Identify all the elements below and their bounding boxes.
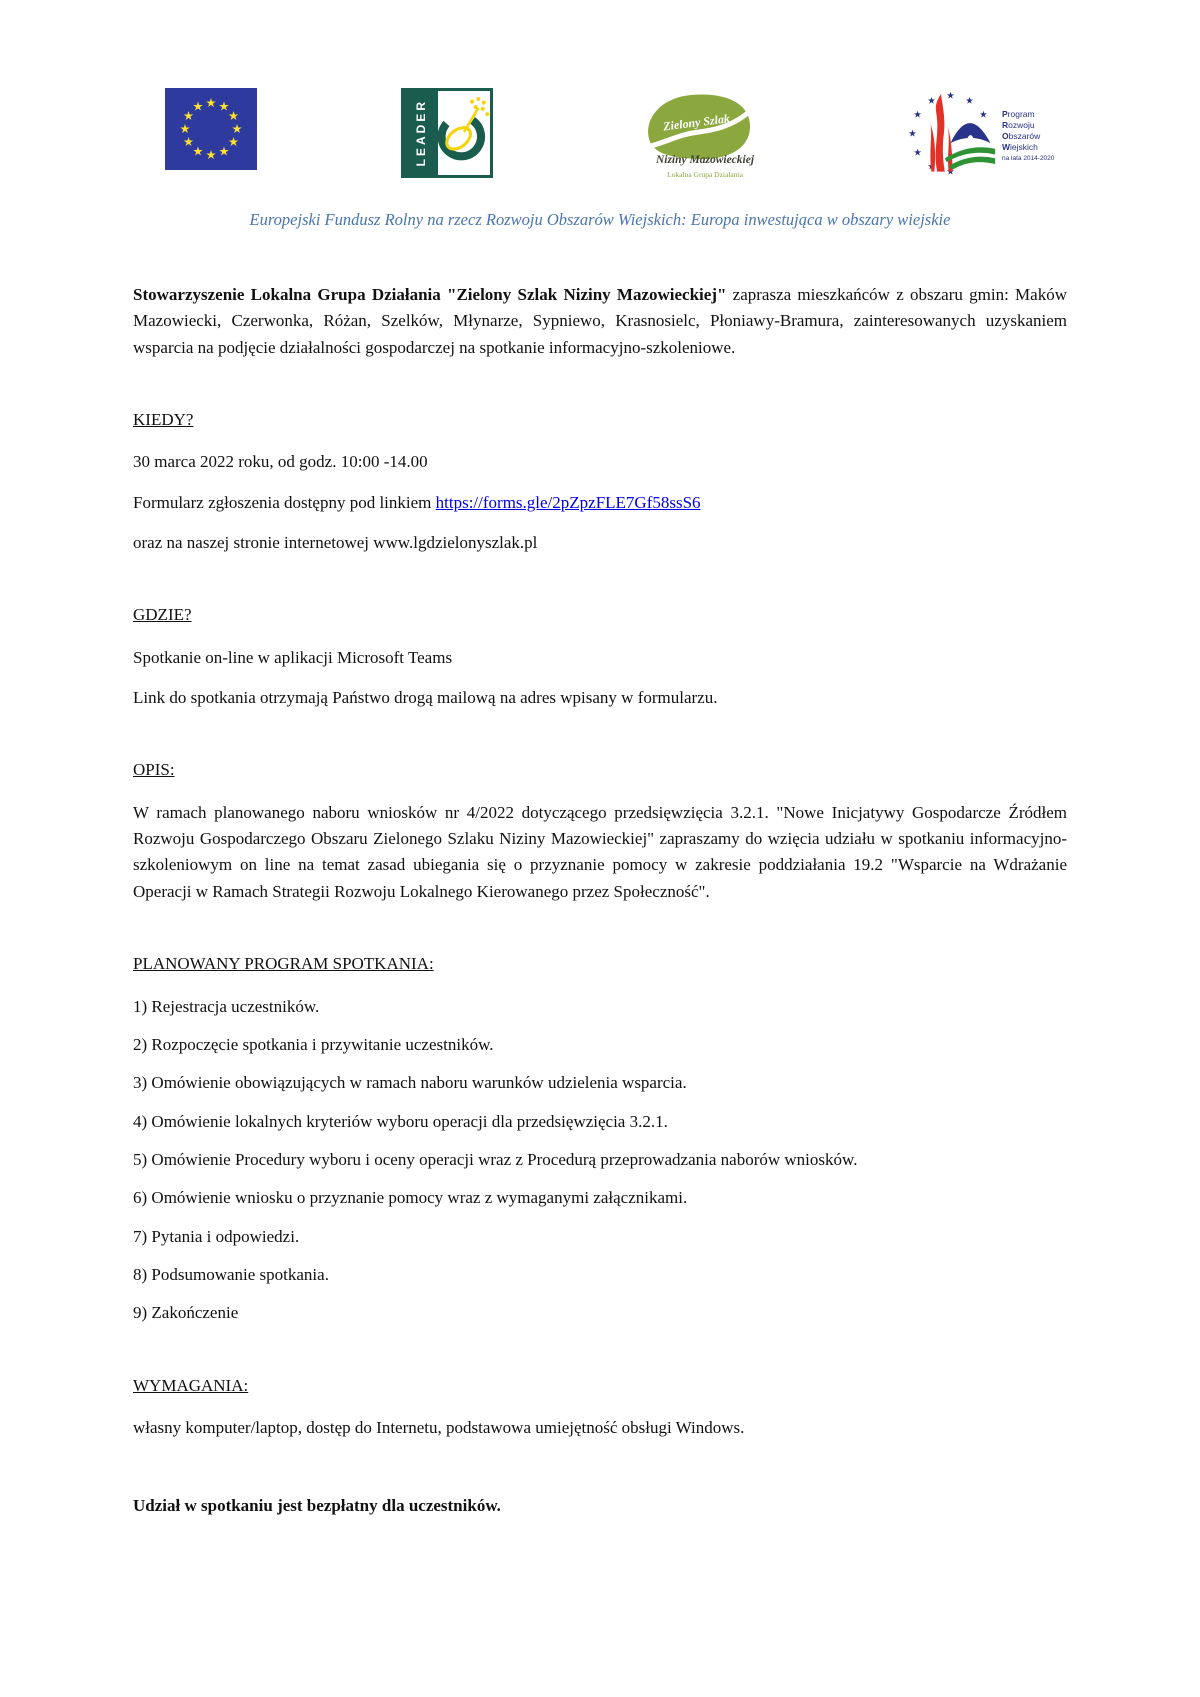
section-opis bbox=[133, 757, 1067, 905]
prow-logo-line: Wiejskich bbox=[1002, 142, 1038, 153]
program-item: 2) Rozpoczęcie spotkania i przywitanie uczestników. bbox=[133, 1034, 494, 1054]
prow-logo-text bbox=[1002, 109, 1055, 162]
leader-logo-band bbox=[404, 91, 438, 175]
program-item: 1) Rejestracja uczestników. bbox=[133, 996, 320, 1016]
prow-logo-line: Obszarów bbox=[1002, 131, 1041, 141]
program-item: 4) Omówienie lokalnych kryteriów wyboru operacji dla przedsięwzięcia 3.2.1. bbox=[133, 1111, 668, 1131]
section-kiedy bbox=[133, 407, 1067, 556]
gdzie-line-2: Link do spotkania otrzymają Państwo drogą mailową na adres wpisany w formularzu. bbox=[133, 688, 718, 708]
free-participation-note: Udział w spotkaniu jest bezpłatny dla uczestników. bbox=[133, 1496, 501, 1516]
section-program bbox=[133, 951, 1067, 1326]
registration-form-link[interactable]: https://forms.gle/2pZpzFLE7Gf58ssS6 bbox=[435, 492, 701, 512]
intro-paragraph bbox=[133, 282, 1067, 361]
prow-logo-line: Rozwoju bbox=[1002, 119, 1035, 130]
zielony-szlak-logo-subtitle: Niziny Mazowieckiej bbox=[655, 154, 755, 166]
eu-flag-icon bbox=[165, 88, 257, 170]
program-item: 6) Omówienie wniosku o przyznanie pomocy wraz z wymaganymi załącznikami. bbox=[133, 1188, 688, 1208]
program-item: 5) Omówienie Procedury wyboru i oceny operacji wraz z Procedurą przeprowadzania naborów wniosków. bbox=[133, 1149, 858, 1169]
zielony-szlak-logo-caption: Lokalna Grupa Działania bbox=[667, 170, 743, 179]
kiedy-form-line bbox=[133, 490, 1067, 516]
prow-logo-icon bbox=[903, 88, 1055, 183]
document-body bbox=[0, 230, 1200, 1594]
program-item: 7) Pytania i odpowiedzi. bbox=[133, 1226, 300, 1246]
kiedy-form-text: Formularz zgłoszenia dostępny pod linkiem bbox=[133, 492, 436, 512]
kiedy-date-line: 30 marca 2022 roku, od godz. 10:00 -14.00 bbox=[133, 452, 428, 472]
wymagania-line: własny komputer/laptop, dostęp do Internetu, podstawowa umiejętność obsługi Windows. bbox=[133, 1417, 745, 1437]
program-item: 8) Podsumowanie spotkania. bbox=[133, 1264, 329, 1284]
opis-paragraph: W ramach planowanego naboru wniosków nr 4/2022 dotyczącego przedsięwzięcia 3.2.1. "Nowe Inicjatywy Gospodarcze Źródłem Rozwoju Gospodarczego Obszaru Zielonego Szlaku Niziny Mazowieckiej" zapraszamy do wzięcia udziału w spotkaniu informacyjno-szkoleniowym on line na temat zasad ubiegania się o przyznanie pomocy w zakresie poddziałania 19.2 "Wsparcie na Wdrażanie Operacji w Ramach Strategii Rozwoju Lokalnego Kierowanego przez Społeczność". bbox=[133, 802, 1067, 901]
program-heading: PLANOWANY PROGRAM SPOTKANIA: bbox=[133, 954, 434, 974]
program-item: 9) Zakończenie bbox=[133, 1303, 239, 1323]
program-item: 3) Omówienie obowiązujących w ramach naboru warunków udzielenia wsparcia. bbox=[133, 1073, 687, 1093]
prow-logo-years: na lata 2014-2020 bbox=[1002, 155, 1055, 163]
leader-logo-icon bbox=[401, 88, 493, 178]
opis-heading: OPIS: bbox=[133, 760, 175, 780]
section-gdzie bbox=[133, 602, 1067, 711]
intro-rest-text: zaprasza mieszkańców z obszaru gmin: Maków Mazowiecki, Czerwonka, Różan, Szelków, Młynarze, Sypniewo, Krasnosielc, Płoniawy-Bramura, zainteresowanych uzyskaniem wsparcia na podjęcie działalności gospodarczej na spotkanie informacyjno-szkoleniowe. bbox=[133, 285, 1067, 357]
logo-row bbox=[0, 0, 1200, 184]
zielony-szlak-logo-title: Zielony Szlak bbox=[662, 111, 731, 134]
program-list bbox=[133, 994, 1067, 1327]
gdzie-heading: GDZIE? bbox=[133, 605, 192, 625]
prow-logo-line: Program bbox=[1002, 108, 1035, 119]
intro-bold-text: Stowarzyszenie Lokalna Grupa Działania "Zielony Szlak Niziny Mazowieckiej" bbox=[133, 285, 727, 304]
kiedy-heading: KIEDY? bbox=[133, 410, 194, 430]
gdzie-line-1: Spotkanie on-line w aplikacji Microsoft Teams bbox=[133, 647, 453, 667]
zielony-szlak-logo-icon bbox=[637, 88, 759, 184]
wymagania-heading: WYMAGANIA: bbox=[133, 1375, 249, 1395]
funding-caption: Europejski Fundusz Rolny na rzecz Rozwoju Obszarów Wiejskich: Europa inwestująca w obszary wiejskie bbox=[249, 210, 951, 229]
kiedy-website-line: oraz na naszej stronie internetowej www.lgdzielonyszlak.pl bbox=[133, 533, 538, 553]
section-wymagania bbox=[133, 1373, 1067, 1442]
leader-logo-text: LEADER bbox=[414, 99, 428, 167]
